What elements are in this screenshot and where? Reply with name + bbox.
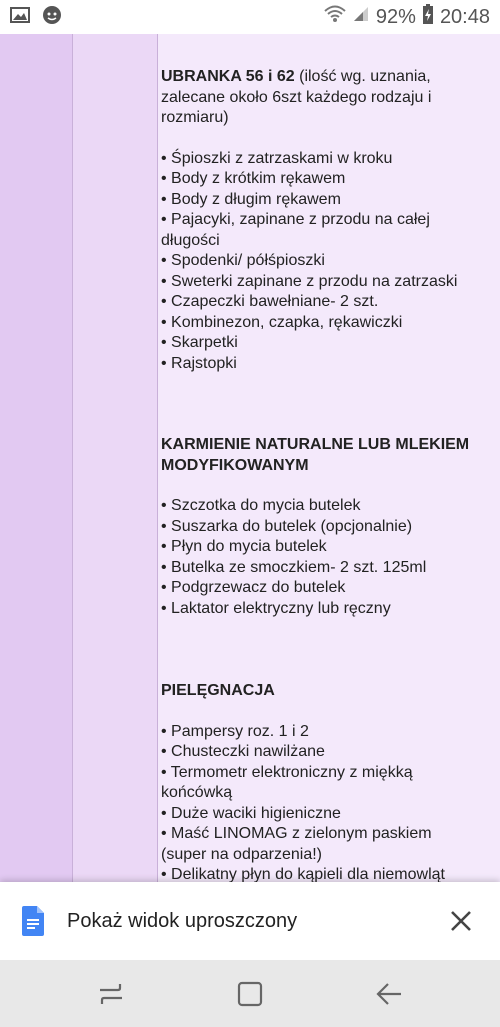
section-ubranka	[161, 67, 491, 374]
close-icon[interactable]	[446, 906, 476, 936]
list-item: • Termometr elektroniczny z miękką	[161, 763, 413, 781]
section-heading: KARMIENIE NATURALNE LUB MLEKIEM	[161, 436, 470, 453]
list-item: • Spodenki/ półśpioszki	[161, 252, 325, 269]
page-side-column	[72, 34, 158, 882]
section-heading: MODYFIKOWANYM	[161, 456, 309, 474]
list-item: • Szczotka do mycia butelek	[161, 497, 361, 514]
list-item: • Maść LINOMAG z zielonym paskiem	[161, 825, 432, 842]
document-icon	[22, 906, 44, 936]
section-intro	[161, 67, 491, 88]
list-item: (super na odparzenia!)	[161, 845, 322, 863]
section-intro-line: zalecane około 6szt każdego rodzaju i	[161, 88, 432, 106]
list-item: • Płyn do mycia butelek	[161, 538, 327, 555]
page-left-margin	[0, 34, 72, 882]
item-list	[161, 149, 491, 375]
gallery-icon	[10, 7, 30, 28]
signal-icon	[352, 5, 370, 29]
section-heading: UBRANKA 56 i 62	[161, 68, 295, 85]
battery-icon	[422, 4, 434, 30]
section-karmienie	[161, 435, 491, 619]
status-bar	[0, 0, 500, 34]
item-list	[161, 496, 491, 619]
list-item: • Sweterki zapinane z przodu na zatrzaski	[161, 272, 458, 290]
list-item: • Podgrzewacz do butelek	[161, 579, 346, 596]
app-face-icon	[42, 5, 62, 30]
list-item: • Pampersy roz. 1 i 2	[161, 722, 309, 740]
list-item: • Pajacyki, zapinane z przodu na całej	[161, 211, 430, 228]
simplified-view-banner[interactable]	[0, 882, 500, 960]
navigation-bar	[0, 960, 500, 1027]
list-item: • Śpioszki z zatrzaskami w kroku	[161, 149, 393, 167]
list-item: długości	[161, 231, 220, 249]
list-item: • Chusteczki nawilżane	[161, 743, 325, 760]
back-icon[interactable]	[374, 980, 404, 1008]
list-item: • Kombinezon, czapka, rękawiczki	[161, 313, 403, 331]
list-item: • Suszarka do butelek (opcjonalnie)	[161, 517, 413, 535]
recent-apps-icon[interactable]	[96, 980, 126, 1008]
list-item: • Body z długim rękawem	[161, 190, 341, 208]
simplified-view-label[interactable]: Pokaż widok uproszczony	[67, 910, 298, 932]
wifi-icon	[324, 5, 346, 29]
item-list	[161, 722, 491, 883]
list-item: • Body z krótkim rękawem	[161, 170, 346, 187]
web-page[interactable]	[0, 34, 500, 882]
list-item: końcówką	[161, 784, 233, 801]
list-item: • Delikatny płyn do kąpieli dla niemowląt	[161, 866, 445, 882]
list-item: • Laktator elektryczny lub ręczny	[161, 599, 391, 617]
section-pielegnacja	[161, 681, 491, 882]
section-intro-line: rozmiaru)	[161, 109, 229, 126]
list-item: • Butelka ze smoczkiem- 2 szt. 125ml	[161, 558, 427, 576]
home-icon[interactable]	[235, 980, 265, 1008]
list-item: • Duże waciki higieniczne	[161, 804, 341, 822]
list-item: • Rajstopki	[161, 354, 237, 372]
list-item: • Skarpetki	[161, 334, 238, 351]
section-heading: PIELĘGNACJA	[161, 682, 275, 699]
list-item: • Czapeczki bawełniane- 2 szt.	[161, 293, 379, 310]
battery-label: 92%	[375, 5, 416, 28]
section-intro-line: (ilość wg. uznania,	[294, 68, 431, 85]
clock: 20:48	[439, 5, 490, 28]
